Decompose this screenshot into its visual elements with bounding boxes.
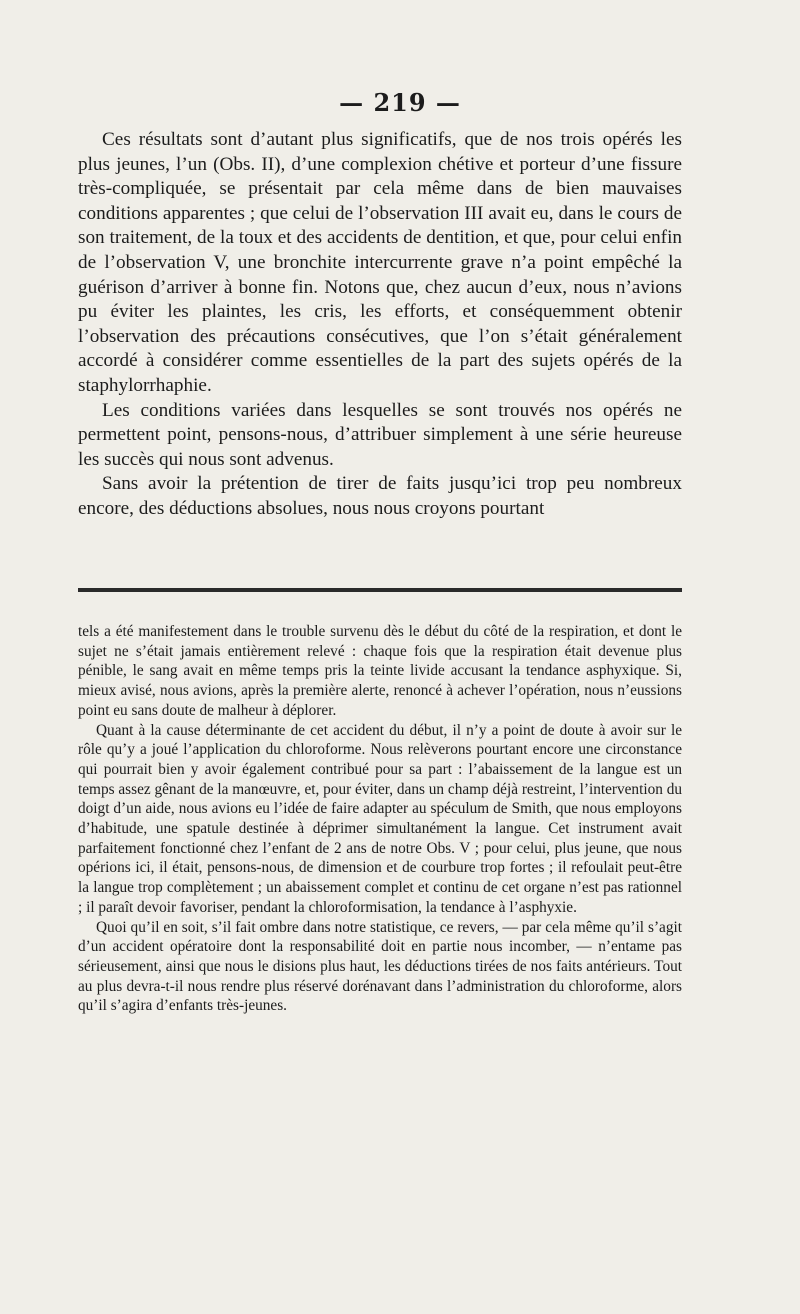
paragraph: Les conditions variées dans lesquelles se sont trouvés nos opérés ne permettent point, pensons-nous, d’attribuer simplement à une série heureuse les succès qui nous sont advenus. (78, 399, 682, 470)
page-number: — 219 — (339, 88, 461, 117)
footnote-divider (78, 588, 682, 592)
paragraph: Sans avoir la prétention de tirer de faits jusqu’ici trop peu nombreux encore, des déductions absolues, nous nous croyons pourtant (78, 473, 682, 519)
footnote-paragraph: tels a été manifestement dans le trouble survenu dès le début du côté de la respiration, et dont le sujet ne s’était jamais entièrement relevé : chaque fois que la respiration était devenue plus pénible, le sang avait en même temps pris la teinte livide accusant la tendance asphyxique. Si, mieux avisé, nous avions, après la première alerte, renoncé à achever l’opération, nous n’eussions point eu sans doute de malheur à déplorer. (78, 623, 682, 719)
footnote-paragraph: Quoi qu’il en soit, s’il fait ombre dans notre statistique, ce revers, — par cela même qu’il s’agit d’un accident opératoire dont la responsabilité doit en partie nous incomber, — n’entame pas sérieusement, ainsi que nous le disions plus haut, les déductions tirées de nos faits antérieurs. Tout au plus devra-t-il nous rendre plus réservé dorénavant dans l’administration du chloroforme, alors qu’il s’agira d’enfants très-jeunes. (78, 918, 682, 1015)
main-text (78, 128, 682, 522)
footnote-paragraph: Quant à la cause déterminante de cet accident du début, il n’y a point de doute à avoir sur le rôle qu’y a joué l’application du chloroforme. Nous relèverons pourtant encore une circonstance qui pourrait bien y avoir également contribué pour sa part : l’abaissement de la langue est un temps assez gênant de la manœuvre, et, pour éviter, dans un champ déjà restreint, l’intervention du doigt d’un aide, nous avions eu l’idée de faire adapter au spéculum de Smith, que nous employons d’habitude, une spatule destinée à déprimer simultanément la langue. Cet instrument avait parfaitement fonctionné chez l’enfant de 2 ans de notre Obs. V ; pour celui, plus jeune, que nous opérions ici, il était, pensons-nous, de dimension et de courbure trop fortes ; il refoulait peut-être la langue trop complètement ; un abaissement complet et continu de cet organe n’est pas rationnel ; il paraît devoir favoriser, pendant la chloroformisation, la tendance à l’asphyxie. (78, 721, 682, 916)
footnote (78, 622, 682, 1016)
paragraph: Ces résultats sont d’autant plus significatifs, que de nos trois opérés les plus jeunes, l’un (Obs. II), d’une complexion chétive et porteur d’une fissure très-compliquée, se présentait par cela même dans de bien mauvaises conditions apparentes ; que celui de l’observation III avait eu, dans le cours de son traitement, de la toux et des accidents de dentition, et que, pour celui enfin de l’observation V, une bronchite intercurrente grave n’a point empêché la guérison d’arriver à bonne fin. Notons que, chez aucun d’eux, nous n’avions pu éviter les plaintes, les cris, les efforts, et conséquemment obtenir l’observation des précautions consécutives, que l’on s’était généralement accordé à considérer comme essentielles de la part des sujets opérés de la staphylorrhaphie. (78, 129, 682, 396)
